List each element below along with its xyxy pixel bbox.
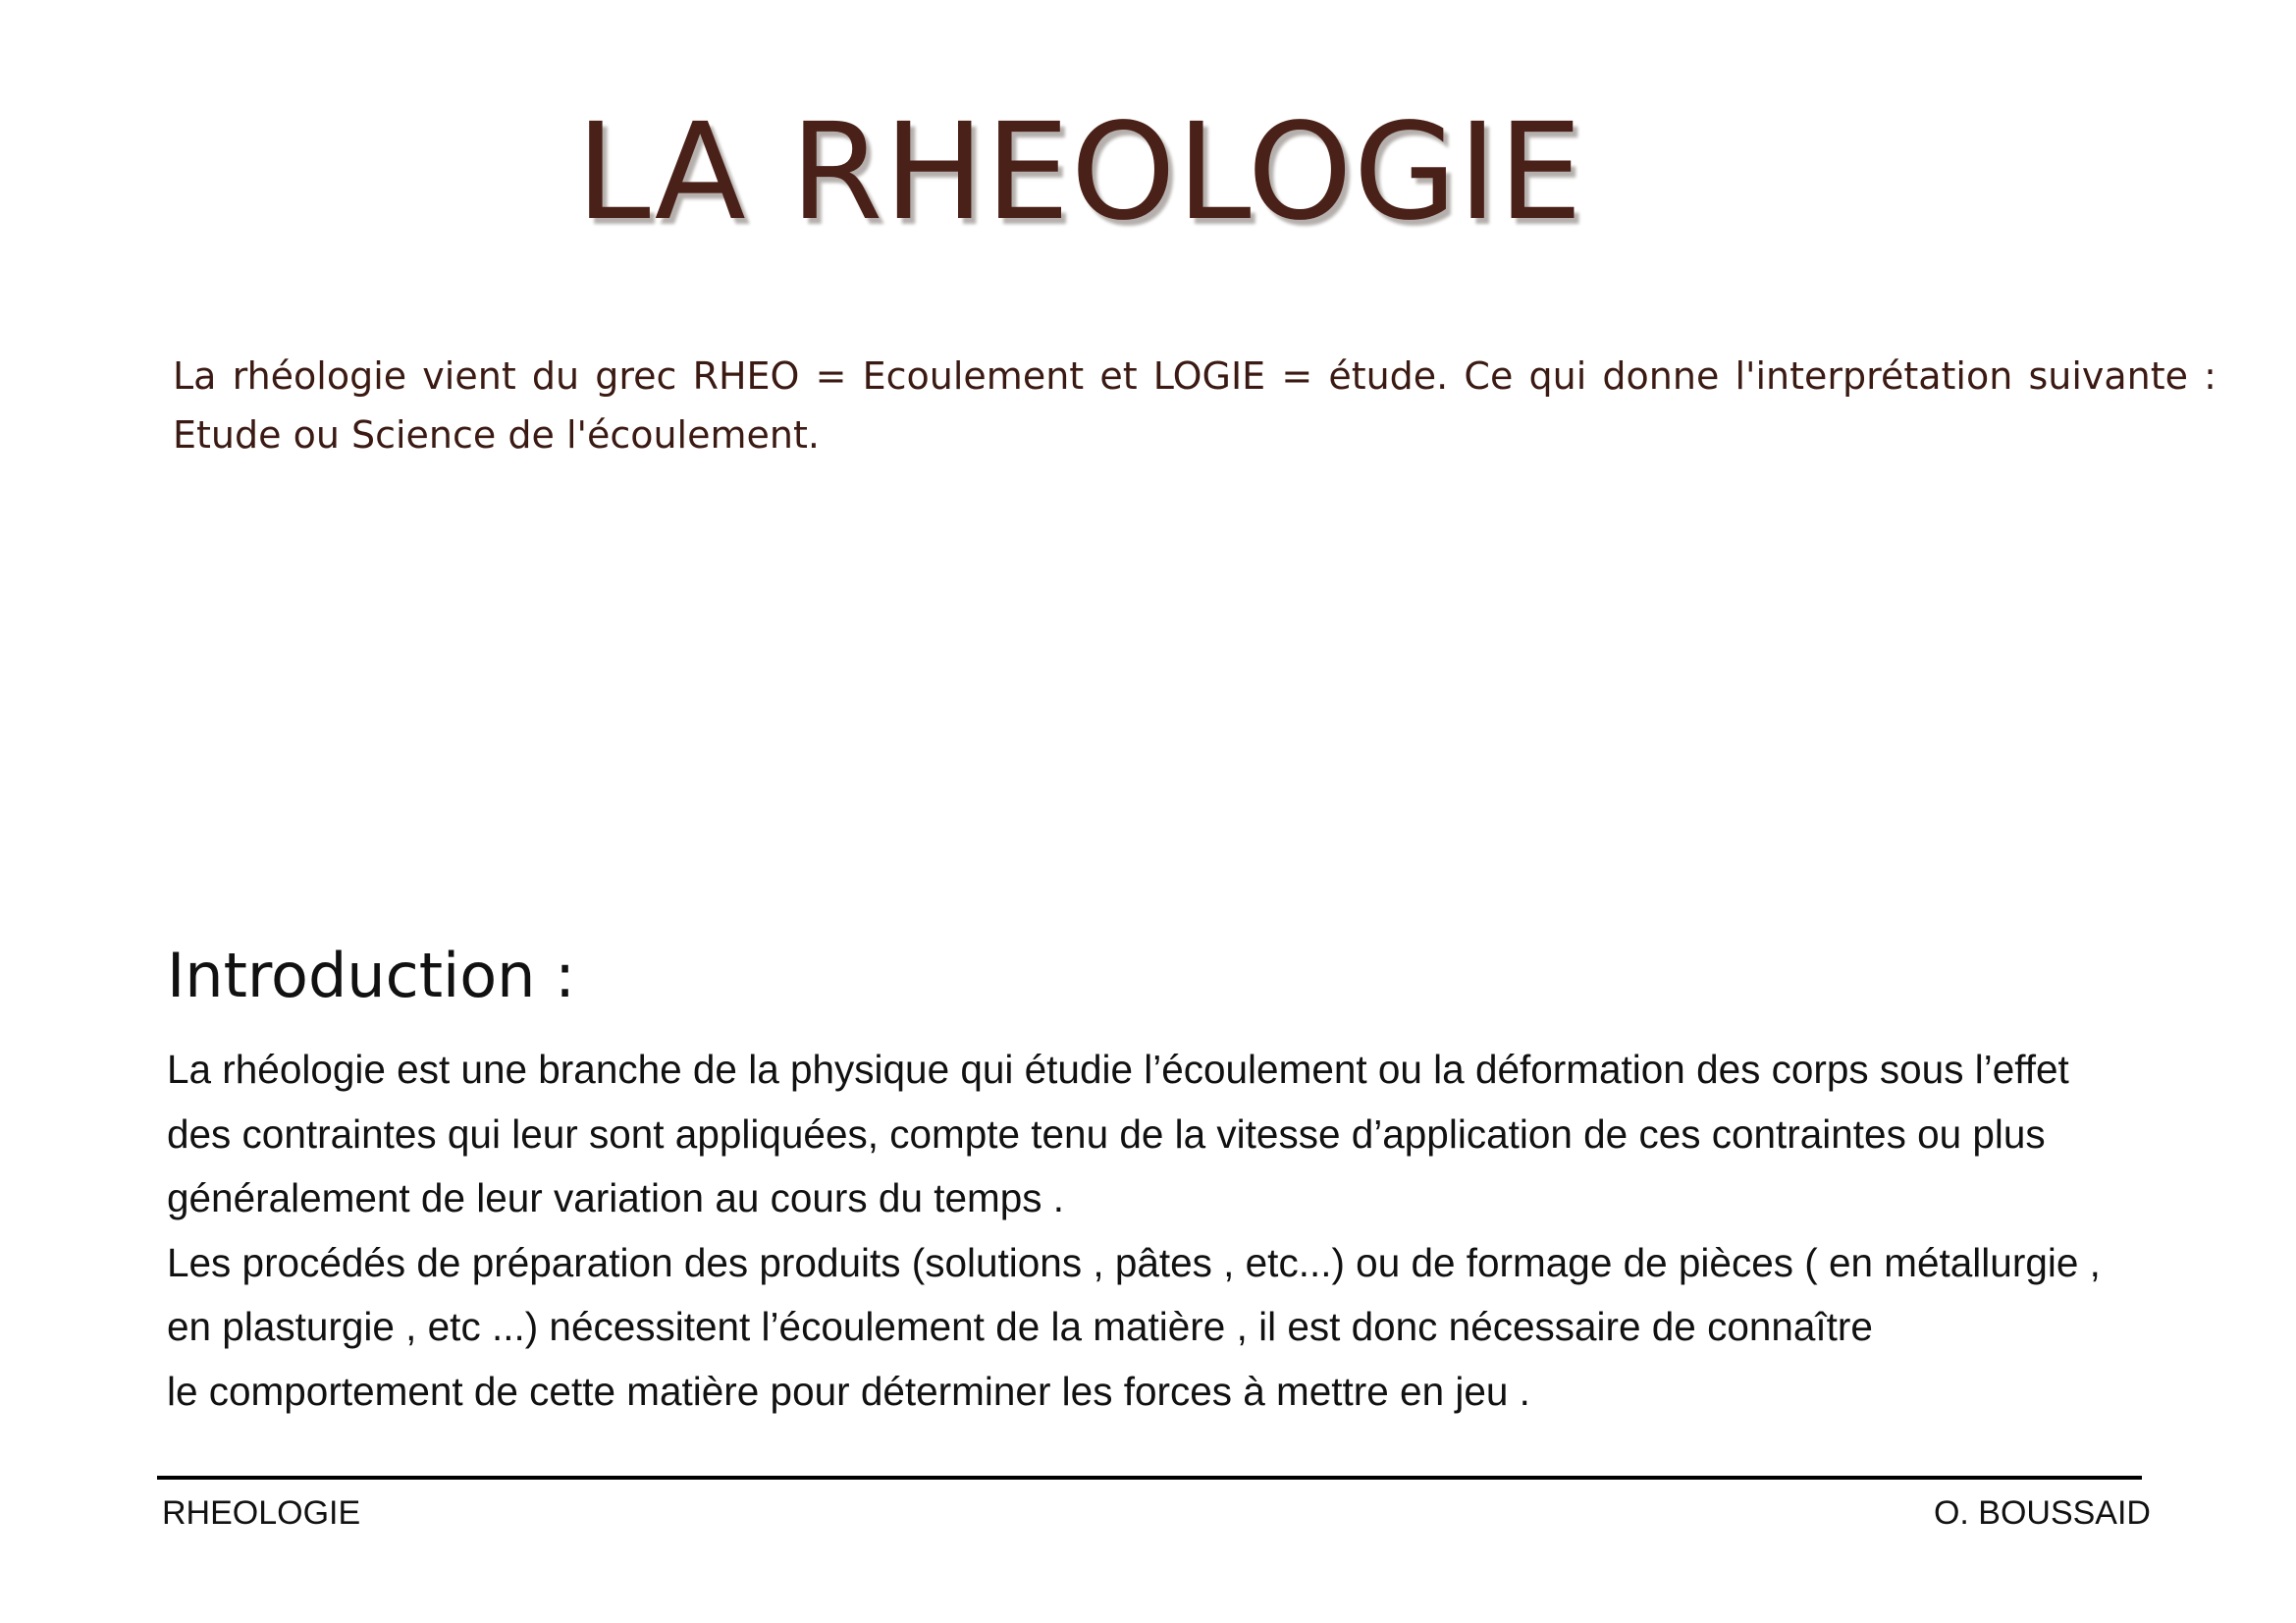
footer-divider	[157, 1476, 2142, 1480]
introduction-line: Les procédés de préparation des produits (solutions , pâtes , etc...) ou de formage de pièces ( en métallurgie ,	[167, 1239, 2101, 1285]
introduction-line: La rhéologie est une branche de la physique qui étudie l’écoulement ou la déformation des corps sous l’effet	[167, 1047, 2069, 1092]
introduction-heading: Introduction :	[167, 940, 576, 1011]
footer-author: O. BOUSSAID	[1933, 1494, 2151, 1532]
introduction-line: généralement de leur variation au cours du temps .	[167, 1175, 1065, 1221]
footer-title: RHEOLOGIE	[162, 1494, 361, 1532]
page-title: LA RHEOLOGIE	[575, 95, 1584, 250]
introduction-line: en plasturgie , etc ...) nécessitent l’écoulement de la matière , il est donc nécessaire de connaître	[167, 1304, 1873, 1350]
introduction-line: le comportement de cette matière pour déterminer les forces à mettre en jeu .	[167, 1368, 1530, 1414]
lead-paragraph: La rhéologie vient du grec RHEO = Ecoulement et LOGIE = étude. Ce qui donne l'interprétation suivante : Etude ou Science de l'écoulement.	[173, 354, 2216, 457]
introduction-body	[167, 1038, 2169, 1425]
introduction-line: des contraintes qui leur sont appliquées, compte tenu de la vitesse d’application de ces contraintes ou plus	[167, 1110, 2046, 1157]
